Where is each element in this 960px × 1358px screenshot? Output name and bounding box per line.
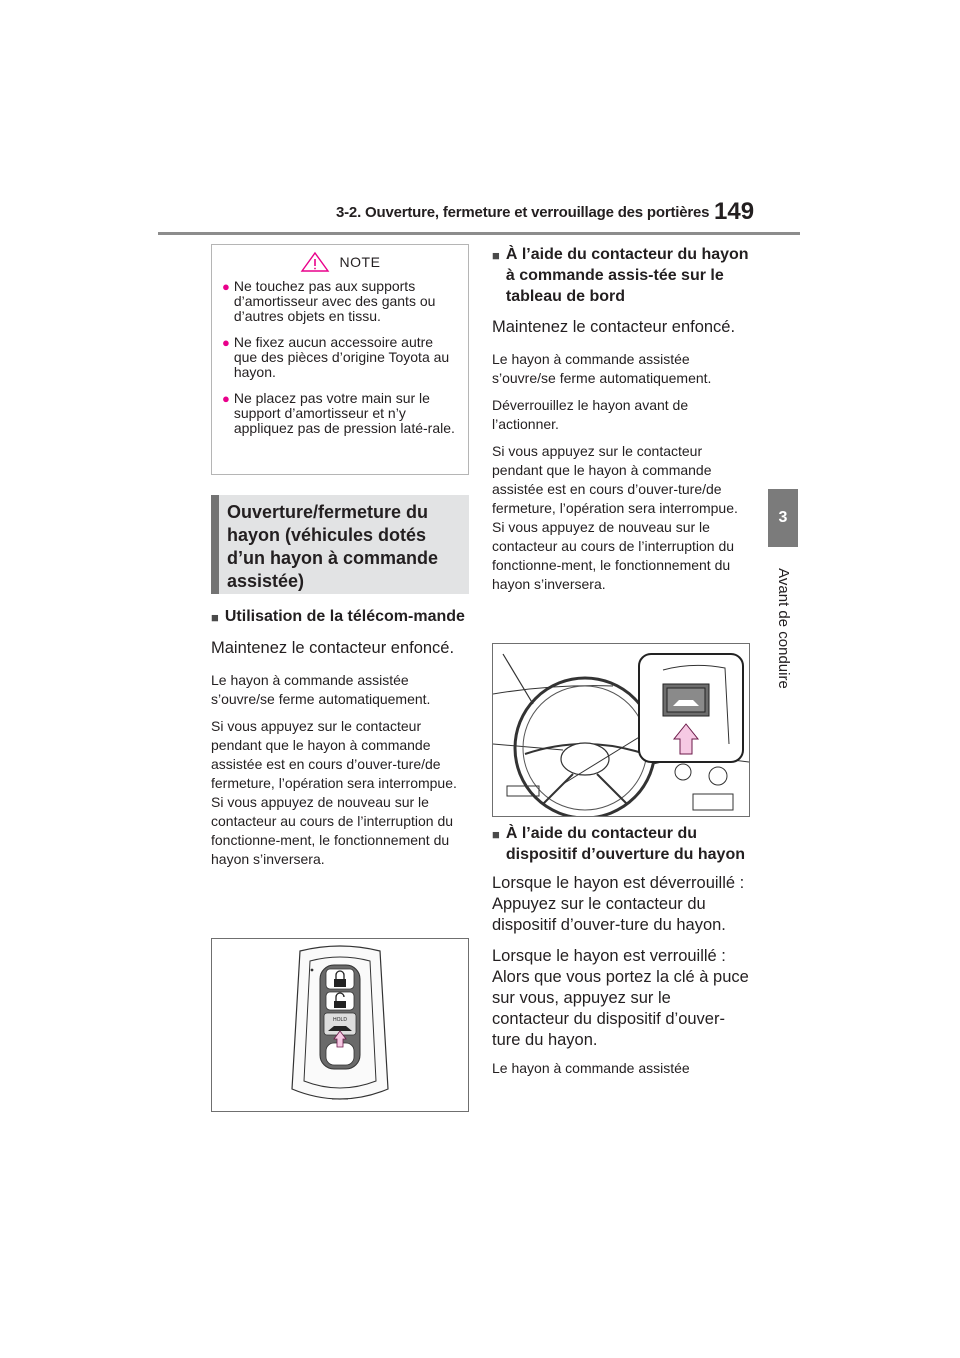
chapter-label <box>767 548 799 708</box>
note-item-text: Ne placez pas votre main sur le support d’amortisseur et n’y appliquez pas de pression laté-rale. <box>233 390 455 436</box>
square-bullet-icon: ■ <box>211 610 219 625</box>
bullet-icon: ● <box>222 335 230 350</box>
section-banner <box>211 495 469 594</box>
bullet-icon: ● <box>222 279 230 294</box>
warning-triangle-icon <box>300 251 330 273</box>
remote-heading-text: Utilisation de la télécom-mande <box>224 608 465 625</box>
square-bullet-icon: ■ <box>492 827 500 842</box>
note-item-text: Ne fixez aucun accessoire autre que des pièces d’origine Toyota au hayon. <box>233 334 450 380</box>
opener-paragraph: Lorsque le hayon est verrouillé : Alors que vous portez la clé à puce sur vous, appuyez sur le contacteur du dispositif d’ouver-ture du hayon. <box>492 947 749 1049</box>
note-title: NOTE <box>339 254 381 270</box>
opener-heading <box>492 823 750 865</box>
note-box <box>211 244 469 475</box>
opener-heading-text: À l’aide du contacteur du dispositif d’ouverture du hayon <box>505 825 745 863</box>
opener-paragraph: Le hayon à commande assistée <box>492 1060 690 1076</box>
dashboard-paragraph: Le hayon à commande assistée s’ouvre/se ferme automatiquement. <box>492 351 712 386</box>
left-column <box>211 244 469 869</box>
note-item <box>222 335 458 380</box>
remote-heading <box>211 606 469 628</box>
square-bullet-icon: ■ <box>492 248 500 263</box>
remote-paragraph: Le hayon à commande assistée s’ouvre/se ferme automatiquement. <box>211 672 431 707</box>
remote-key-figure <box>211 938 469 1112</box>
section-header-title: 3-2. Ouverture, fermeture et verrouillage des portières <box>336 204 710 221</box>
dashboard-figure <box>492 643 750 817</box>
bullet-icon: ● <box>222 391 230 406</box>
chapter-label-text: Avant de conduire <box>774 567 792 689</box>
page-number: 149 <box>714 198 755 225</box>
note-item <box>222 279 458 324</box>
hold-label: HOLD <box>333 1017 347 1023</box>
dashboard-heading-text: À l’aide du contacteur du hayon à commande assis-tée sur le tableau de bord <box>505 246 749 305</box>
note-item <box>222 391 458 436</box>
note-header <box>222 251 458 273</box>
remote-paragraph: Si vous appuyez sur le contacteur pendant que le hayon à commande assistée est en cours d’ouver-ture/de fermeture, l’opération sera interrompue. Si vous appuyez de nouveau sur le contacteur au cours de l’interruption du fonctionne-ment, le fonctionnement du hayon s’inversera. <box>211 718 457 867</box>
dashboard-instruction: Maintenez le contacteur enfoncé. <box>492 318 736 336</box>
dashboard-paragraph: Déverrouillez le hayon avant de l’actionner. <box>492 397 689 432</box>
note-item-text: Ne touchez pas aux supports d’amortisseur avec des gants ou d’autres objets en tissu. <box>233 278 436 324</box>
remote-instruction: Maintenez le contacteur enfoncé. <box>211 639 455 657</box>
header-divider <box>158 232 800 235</box>
dashboard-paragraph: Si vous appuyez sur le contacteur pendant que le hayon à commande assistée est en cours d’ouver-ture/de fermeture, l’opération sera interrompue. Si vous appuyez de nouveau sur le contacteur au cours de l’interruption du fonctionne-ment, le fonctionnement du hayon s’inversera. <box>492 443 738 592</box>
opener-paragraph: Lorsque le hayon est déverrouillé : Appuyez sur le contacteur du dispositif d’ouver-ture du hayon. <box>492 874 745 934</box>
chapter-tab: 3 <box>768 489 798 547</box>
opener-block <box>492 823 750 1078</box>
dashboard-illustration <box>493 644 749 816</box>
right-column <box>492 244 750 594</box>
section-title: Ouverture/fermeture du hayon (véhicules dotés d’un hayon à commande assistée) <box>227 502 439 591</box>
smart-key-illustration <box>212 939 468 1111</box>
dashboard-heading <box>492 244 750 307</box>
